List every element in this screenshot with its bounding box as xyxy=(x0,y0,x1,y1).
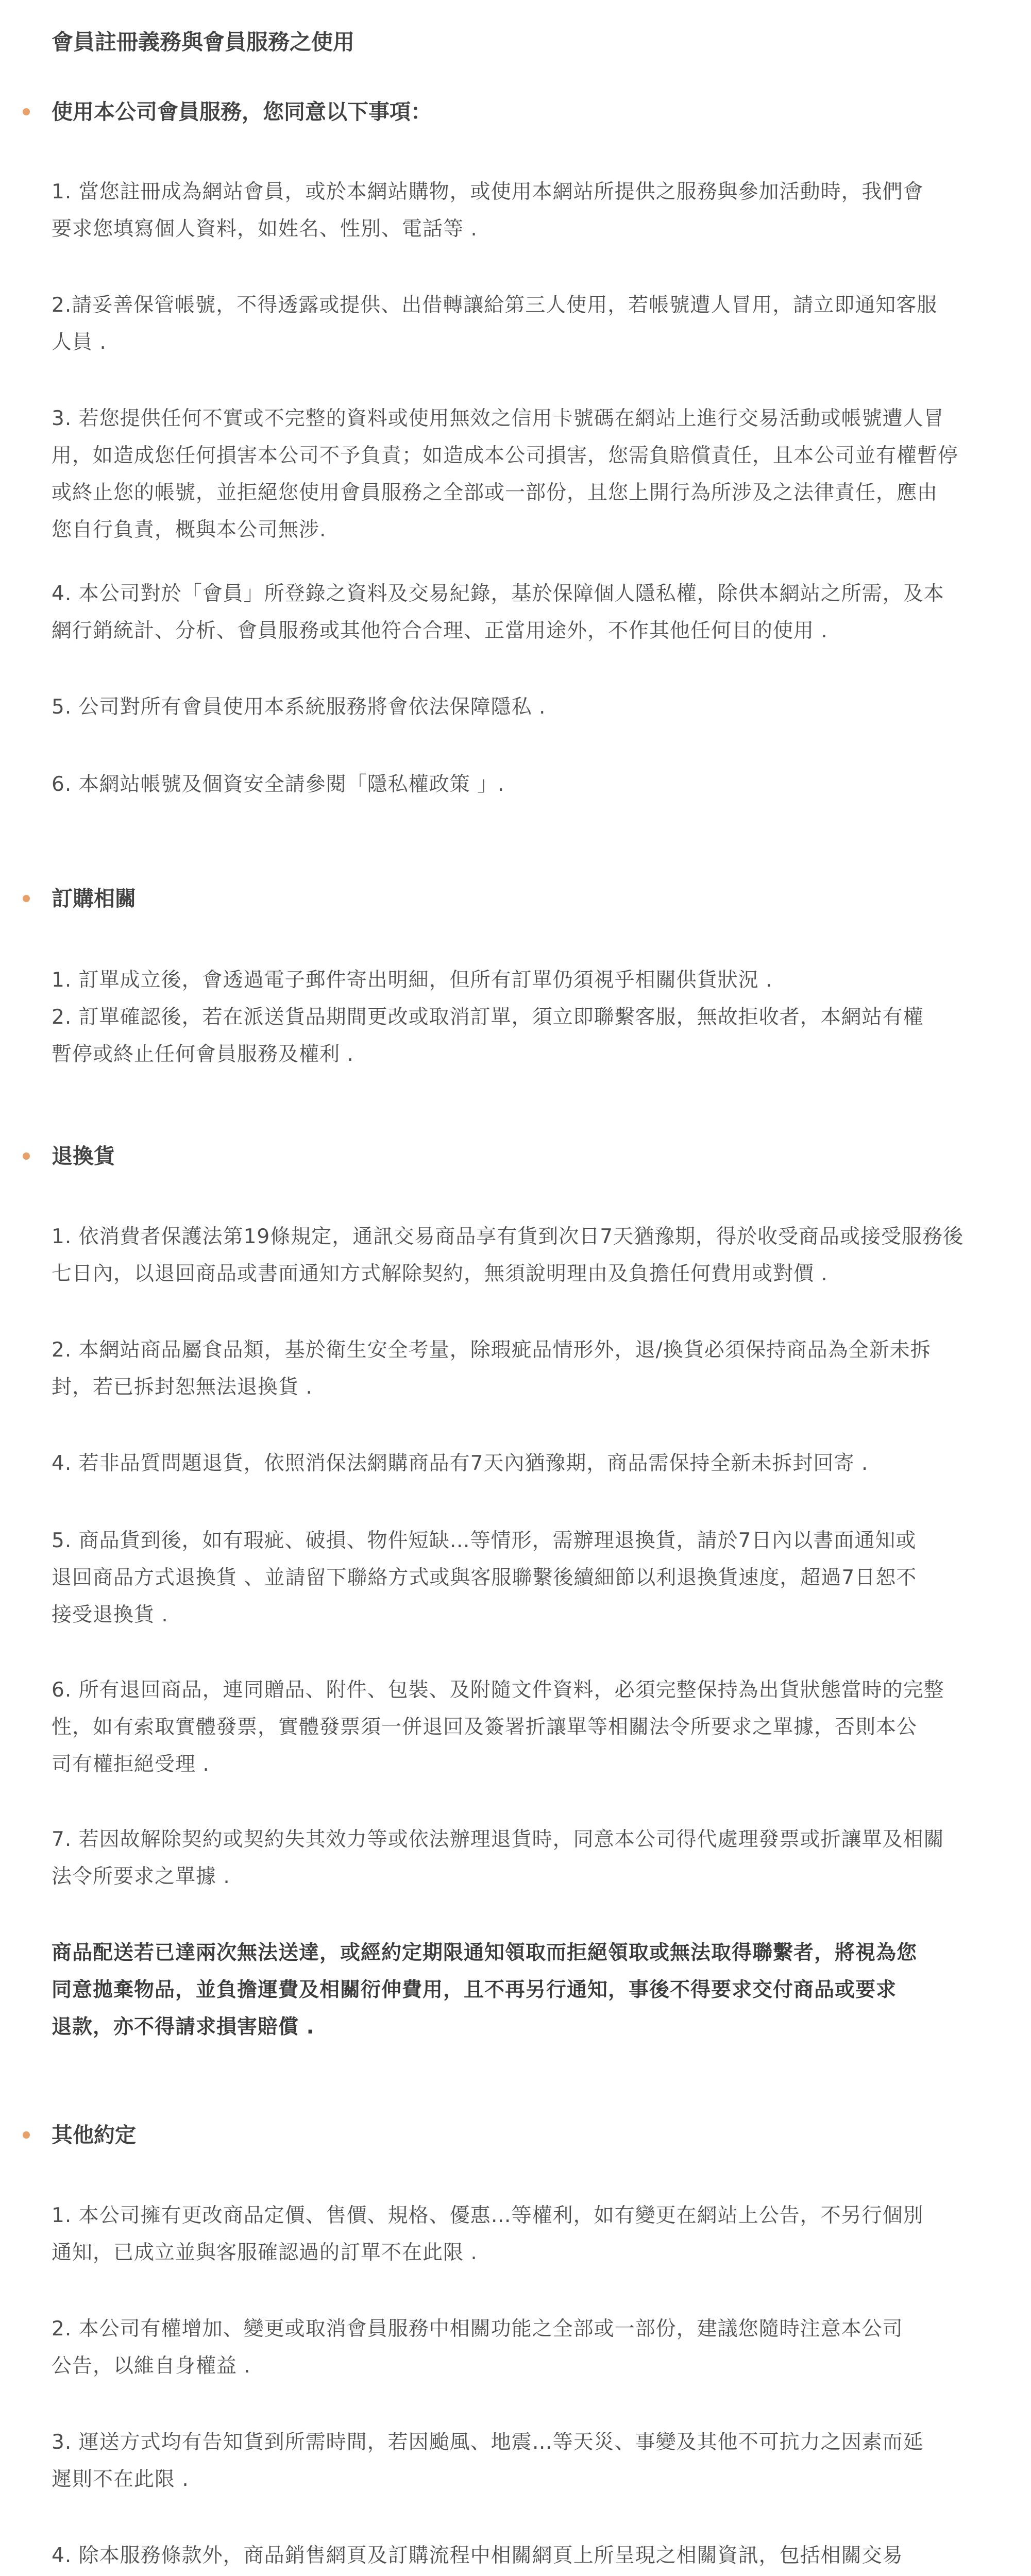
paragraph: 1. 本公司擁有更改商品定價、售價、規格、優惠…等權利，如有變更在網站上公告，不另行個別 通知，已成立並與客服確認過的訂單不在此限 . xyxy=(52,2204,924,2264)
section-bullet-icon xyxy=(23,108,30,115)
paragraph: 3. 運送方式均有告知貨到所需時間，若因颱風、地震…等天災、事變及其他不可抗力之因素而延 遲則不在此限 . xyxy=(52,2431,924,2491)
paragraph: 4. 除本服務條款外，商品銷售網頁及訂購流程中相關網頁上所呈現之相關資訊，包括相關交易 xyxy=(52,2544,903,2567)
paragraph: 6. 所有退回商品，連同贈品、附件、包裝、及附隨文件資料，必須完整保持為出貨狀態當時的完整 性，如有索取實體發票，實體發票須一併退回及簽署折讓單等相關法令所要求之單據，否則本公 司有權拒絕受理 . xyxy=(52,1679,944,1776)
section-heading-returns: 退換貨 xyxy=(52,1144,115,1168)
paragraph: 1. 訂單成立後，會透過電子郵件寄出明細，但所有訂單仍須視乎相關供貨狀況 . 2. 訂單確認後，若在派送貨品期間更改或取消訂單，須立即聯繫客服，無故拒收者，本網站有權 暫停或終止任何會員服務及權利 . xyxy=(52,969,924,1066)
section-heading-member-service: 使用本公司會員服務，您同意以下事項： xyxy=(52,99,432,124)
section-heading-other-terms: 其他約定 xyxy=(52,2123,136,2147)
paragraph: 6. 本網站帳號及個資安全請參閱「隱私權政策 」. xyxy=(52,773,505,796)
paragraph: 2.請妥善保管帳號，不得透露或提供、出借轉讓給第三人使用，若帳號遭人冒用，請立即通知客服 人員 . xyxy=(52,294,938,354)
paragraph: 3. 若您提供任何不實或不完整的資料或使用無效之信用卡號碼在網站上進行交易活動或帳號遭人冒 用，如造成您任何損害本公司不予負責；如造成本公司損害，您需負賠償責任，且本公司並有權暫停 或終止您的帳號，並拒絕您使用會員服務之全部或一部份，且您上開行為所涉及之法律責任，應由 您自行負責，概與本公司無涉. xyxy=(52,407,959,541)
section-bullet-icon xyxy=(23,1153,30,1160)
paragraph: 2. 本網站商品屬食品類，基於衛生安全考量，除瑕疵品情形外，退/換貨必須保持商品為全新未拆 封，若已拆封恕無法退換貨 . xyxy=(52,1338,931,1399)
paragraph: 4. 本公司對於「會員」所登錄之資料及交易紀錄，基於保障個人隱私權，除供本網站之所需，及本 網行銷統計、分析、會員服務或其他符合合理、正當用途外，不作其他任何目的使用 . xyxy=(52,582,944,642)
section-heading-ordering: 訂購相關 xyxy=(52,886,136,911)
paragraph: 5. 商品貨到後，如有瑕疵、破損、物件短缺…等情形，需辦理退換貨，請於7日內以書面通知或 退回商品方式退換貨 、並請留下聯絡方式或與客服聯繫後續細節以利退換貨速度，超過7日恕不 接受退換貨 . xyxy=(52,1529,917,1626)
paragraph: 7. 若因故解除契約或契約失其效力等或依法辦理退貨時，同意本公司得代處理發票或折讓單及相關 法令所要求之單據 . xyxy=(52,1828,944,1888)
paragraph: 5. 公司對所有會員使用本系統服務將會依法保障隱私 . xyxy=(52,696,546,719)
section-bullet-icon xyxy=(23,2131,30,2139)
paragraph: 2. 本公司有權增加、變更或取消會員服務中相關功能之全部或一部份，建議您隨時注意本公司 公告，以維自身權益 . xyxy=(52,2317,903,2378)
delivery-notice: 商品配送若已達兩次無法送達，或經約定期限通知領取而拒絕領取或無法取得聯繫者，將視為您 同意拋棄物品，並負擔運費及相關衍伸費用，且不再另行通知，事後不得要求交付商品或要求 退款，亦不得請求損害賠償 . xyxy=(52,1941,918,2039)
paragraph: 1. 當您註冊成為網站會員，或於本網站購物，或使用本網站所提供之服務與參加活動時，我們會 要求您填寫個人資料，如姓名、性別、電話等 . xyxy=(52,180,924,241)
paragraph: 4. 若非品質問題退貨，依照消保法網購商品有7天內猶豫期，商品需保持全新未拆封回寄 . xyxy=(52,1452,869,1475)
paragraph: 1. 依消費者保護法第19條規定，通訊交易商品享有貨到次日7天猶豫期，得於收受商品或接受服務後 七日內，以退回商品或書面通知方式解除契約，無須說明理由及負擔任何費用或對價 . xyxy=(52,1225,964,1285)
page-title: 會員註冊義務與會員服務之使用 xyxy=(52,29,355,55)
section-bullet-icon xyxy=(23,895,30,902)
